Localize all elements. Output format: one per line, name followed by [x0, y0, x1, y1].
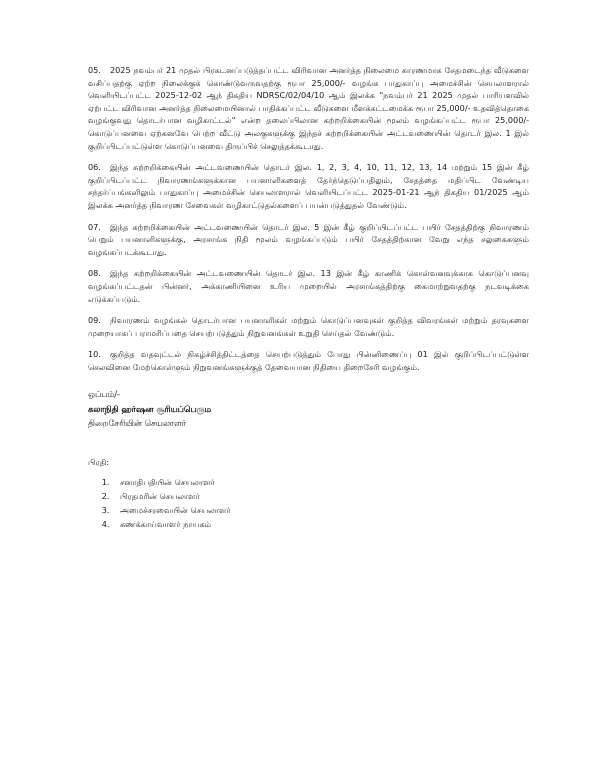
copy-recipient: 3. அமைச்சரவையின் செயலாளர்	[112, 503, 529, 517]
paragraph-10	[88, 348, 529, 373]
signed-closing: ஒப்பம்/-	[88, 389, 121, 400]
copies-title: பிரதி:	[88, 456, 109, 467]
paragraph-text: இந்த சுற்றறிக்கையின் அட்டவணையின் தொடர் இல. 5 இன் கீழ் குறிப்பிடப்பட்ட பயிர் சேதத்திற்கு நிவாரணம் பெறும் பயனாளிகளுக்கு, அரசாங்க நிதி மூலம் வழங்கப்படும் பயிர் சேதத்திற்கான வேறு எந்த சலுகைகளும் வழங்கப்படக்கூடாது.	[88, 221, 529, 257]
copy-recipient: 4. கணக்காய்வாளர் நாயகம்	[112, 517, 529, 531]
paragraph-number: 08.	[88, 268, 101, 279]
paragraph-number: 10.	[88, 349, 101, 360]
paragraph-text: இந்த சுற்றறிக்கையின் அட்டவணையின் தொடர் இல. 13 இன் கீழ் காணிக் கொள்வனவுக்காக கொடுப்பனவு வழங்கப்பட்டதன் பின்னர், அக்காணியினை உரிய முறையில் அரசாங்கத்திற்கு கைமாற்றுவதற்கு நடவடிக்கை எடுக்கப்படும்.	[88, 268, 529, 304]
paragraph-text: நிவாரணம் வழங்கல் தொடர்பான பயனாளிகள் மற்றும் கொடுப்பனவுகள் குறித்த விவரங்கள் மற்றும் தரவுகளை முறையாகப் பராமரிப்பதை செயற்படுத்தும் நிறுவனங்கள் உறுதி செய்தல் வேண்டும்.	[88, 315, 529, 338]
paragraph-07	[88, 221, 529, 259]
paragraph-number: 09.	[88, 315, 101, 326]
paragraph-06	[88, 161, 529, 211]
paragraph-08	[88, 267, 529, 305]
paragraph-05	[88, 64, 529, 152]
copies-section	[88, 457, 529, 531]
copy-recipient: 2. பிரதமரின் செயலாளர்	[112, 489, 529, 503]
signature-block	[88, 387, 529, 431]
paragraph-number: 07.	[88, 221, 101, 232]
paragraph-text: குறித்த வதவுட்டல் நிகழ்ச்சித்திட்டத்தை செயற்படுத்தும் போது பின்னிணைப்பு 01 இல் குறிப்பிடப்பட்டுள்ள செலவினை மேற்கொள்ளும் நிறுவனங்களுக்குத் தேவையான நிதியை திறைசேரி வழங்கும்.	[88, 349, 529, 372]
copy-recipient: 1. சனாதிபதியின் செயலாளர்	[112, 475, 529, 489]
paragraph-text: இந்த சுற்றறிக்கையின் அட்டவணையின் தொடர் இல. 1, 2, 3, 4, 10, 11, 12, 13, 14 மற்றும் 15 இன் கீழ் குறிப்பிடப்பட்ட நிவாரணங்களுக்கான பயனாளிகளைத் தேர்ந்தெடுப்பதிலும், சேதத்தை மதிப்பிட வேண்டிய சந்தர்ப்பங்களிலும் பாதுகாப்பு அமைச்சின் செயலாளரால் வெளியிடப்பட்ட 2025-01-21 ஆந் திகதிய 01/2025 ஆம் இலக்க அனர்த்த நிவாரண சேவைகள் வழிகாட்டுதல்களைப் பயன்படுத்துதல் வேண்டும்.	[88, 162, 529, 210]
copies-list	[88, 475, 529, 531]
signatory-title: திறைசேரியின் செயலாளர்	[88, 418, 187, 429]
paragraph-text: 2025 நவம்பர் 21 முதல் பிரகடனப்படுத்தப்பட்ட விரிவான அனர்த்த நிலைமை காரணமாக சேதமடைந்த வீடுகளை வசிப்பதற்கு ஏற்ற நிலைக்குக் கொண்டுவருவதற்கு ரூபா 25,000/- வழங்க பாதுகாப்பு அமைச்சின் செயலாளரால் வெளியிடப்பட்ட 2025-12-02 ஆந் திகதிய NDRSC/02/04/10 ஆம் இலக்க "நவம்பர் 21 2025 முதல் பாரியளவில் ஏற்பட்ட விரிவான அனர்த்த நிலைமையினால் பாதிக்கப்பட்ட வீடுகளை மீளக்கட்டமைக்க ரூபா 25,000/- உதவித்தொகை வழங்குவது தொடர்பான வழிகாட்டல்" என்ற தலைப்பிலான சுற்றறிக்கையின் மூலம் வழங்கப்பட்ட ரூபா 25,000/- கொடுப்பனவை ஏற்கனவே பெற்ற வீட்டு அலகுகளுக்கு இந்தச் சுற்றறிக்கையின் அட்டவணையின் தொடர் இல. 1 இல் குறிப்பிடப்பட்டுள்ள கொடுப்பனவை திருப்பிச் செலுத்தக்கூடாது.	[88, 65, 529, 151]
paragraph-number: 05.	[88, 65, 101, 75]
paragraph-section	[88, 64, 529, 373]
signatory-name: கலாநிதி ஹர்ஷன சூரியப்பெரும	[88, 403, 212, 414]
paragraph-number: 06.	[88, 162, 101, 173]
paragraph-09	[88, 314, 529, 339]
